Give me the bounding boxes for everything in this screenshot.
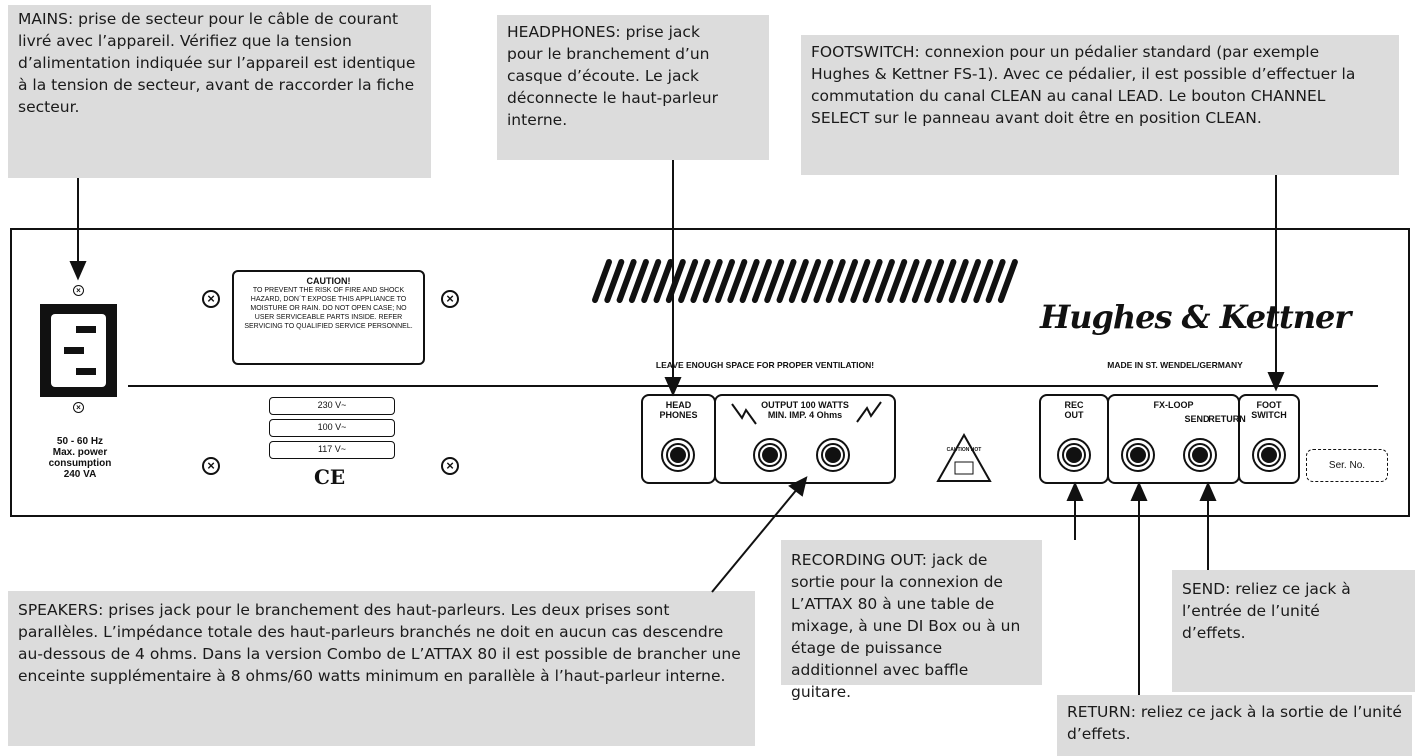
speakers-callout: SPEAKERS: prises jack pour le branchement des haut-parleurs. Les deux prises sont parallèles. L’impédance totale des haut-parleurs branchés ne doit en aucun cas descendre au-dessous de 4 ohms. Dans la version Combo de L’ATTAX 80 il est possible de brancher une enceinte supplémentaire à 8 ohms/60 watts minimum en parallèle à l’haut-parleur interne. (8, 591, 755, 746)
voltage-100: 100 V~ (269, 419, 395, 437)
hot-warning-label: CAUTION HOT (946, 447, 982, 453)
mains-callout: MAINS: prise de secteur pour le câble de courant livré avec l’appareil. Vérifiez que la tension d’alimentation indiquée sur l’appareil est identique à la tension de secteur, avant de raccorder la fiche secteur. (8, 5, 431, 178)
voltage-117: 117 V~ (269, 441, 395, 459)
caution-title: CAUTION! (306, 276, 351, 286)
send-callout: SEND: reliez ce jack à l’entrée de l’unité d’effets. (1172, 570, 1415, 692)
headphones-callout: HEADPHONES: prise jack pour le branchement d’un casque d’écoute. Le jack déconnecte le haut-parleur interne. (497, 15, 769, 160)
speakers-arrow (712, 488, 798, 592)
serial-number-label: Ser. No. (1328, 460, 1366, 471)
panel-screw: × (202, 457, 220, 475)
mains-screw-top: × (73, 285, 84, 296)
headphones-label: HEAD PHONES (659, 400, 698, 420)
panel-screw: × (441, 457, 459, 475)
ce-mark: CE (314, 465, 346, 489)
panel-screw: × (202, 290, 220, 308)
made-in-label: MADE IN ST. WENDEL/GERMANY (1107, 360, 1243, 370)
mains-screw-bottom: × (73, 402, 84, 413)
ventilation-label: LEAVE ENOUGH SPACE FOR PROPER VENTILATION! (655, 360, 875, 370)
send-label: SEND (1184, 414, 1210, 424)
rec-out-label: REC OUT (1064, 400, 1084, 420)
return-label: RETURN (1208, 414, 1246, 424)
power-spec-label: 50 - 60 Hz Max. power consumption 240 VA (48, 436, 112, 480)
output-label: OUTPUT 100 WATTS MIN. IMP. 4 Ohms (761, 400, 849, 420)
recording-out-callout: RECORDING OUT: jack de sortie pour la connexion de L’ATTAX 80 à une table de mixage, à une DI Box ou à un étage de puissance additionnel avec baffle guitare. (781, 540, 1042, 685)
caution-text: TO PREVENT THE RISK OF FIRE AND SHOCK HAZARD, DON´T EXPOSE THIS APPLIANCE TO MOISTURE OR RAIN. DO NOT OPEN CASE; NO USER SERVICEABLE PARTS INSIDE. REFER SERVICING TO QUALIFIED SERVICE PERSONNEL. (244, 287, 413, 330)
panel-screw: × (441, 290, 459, 308)
fx-loop-label: FX-LOOP (1153, 400, 1194, 410)
footswitch-label: FOOT SWITCH (1251, 400, 1287, 420)
brand-logo: Hughes & Kettner (1040, 298, 1351, 336)
footswitch-callout: FOOTSWITCH: connexion pour un pédalier standard (par exemple Hughes & Kettner FS-1). Avec ce pédalier, il est possible d’effectuer la commutation du canal CLEAN au canal LEAD. Le bouton CHANNEL SELECT sur le panneau avant doit être en position CLEAN. (801, 35, 1399, 175)
voltage-230: 230 V~ (269, 397, 395, 415)
return-callout: RETURN: reliez ce jack à la sortie de l’unité d’effets. (1057, 695, 1412, 756)
